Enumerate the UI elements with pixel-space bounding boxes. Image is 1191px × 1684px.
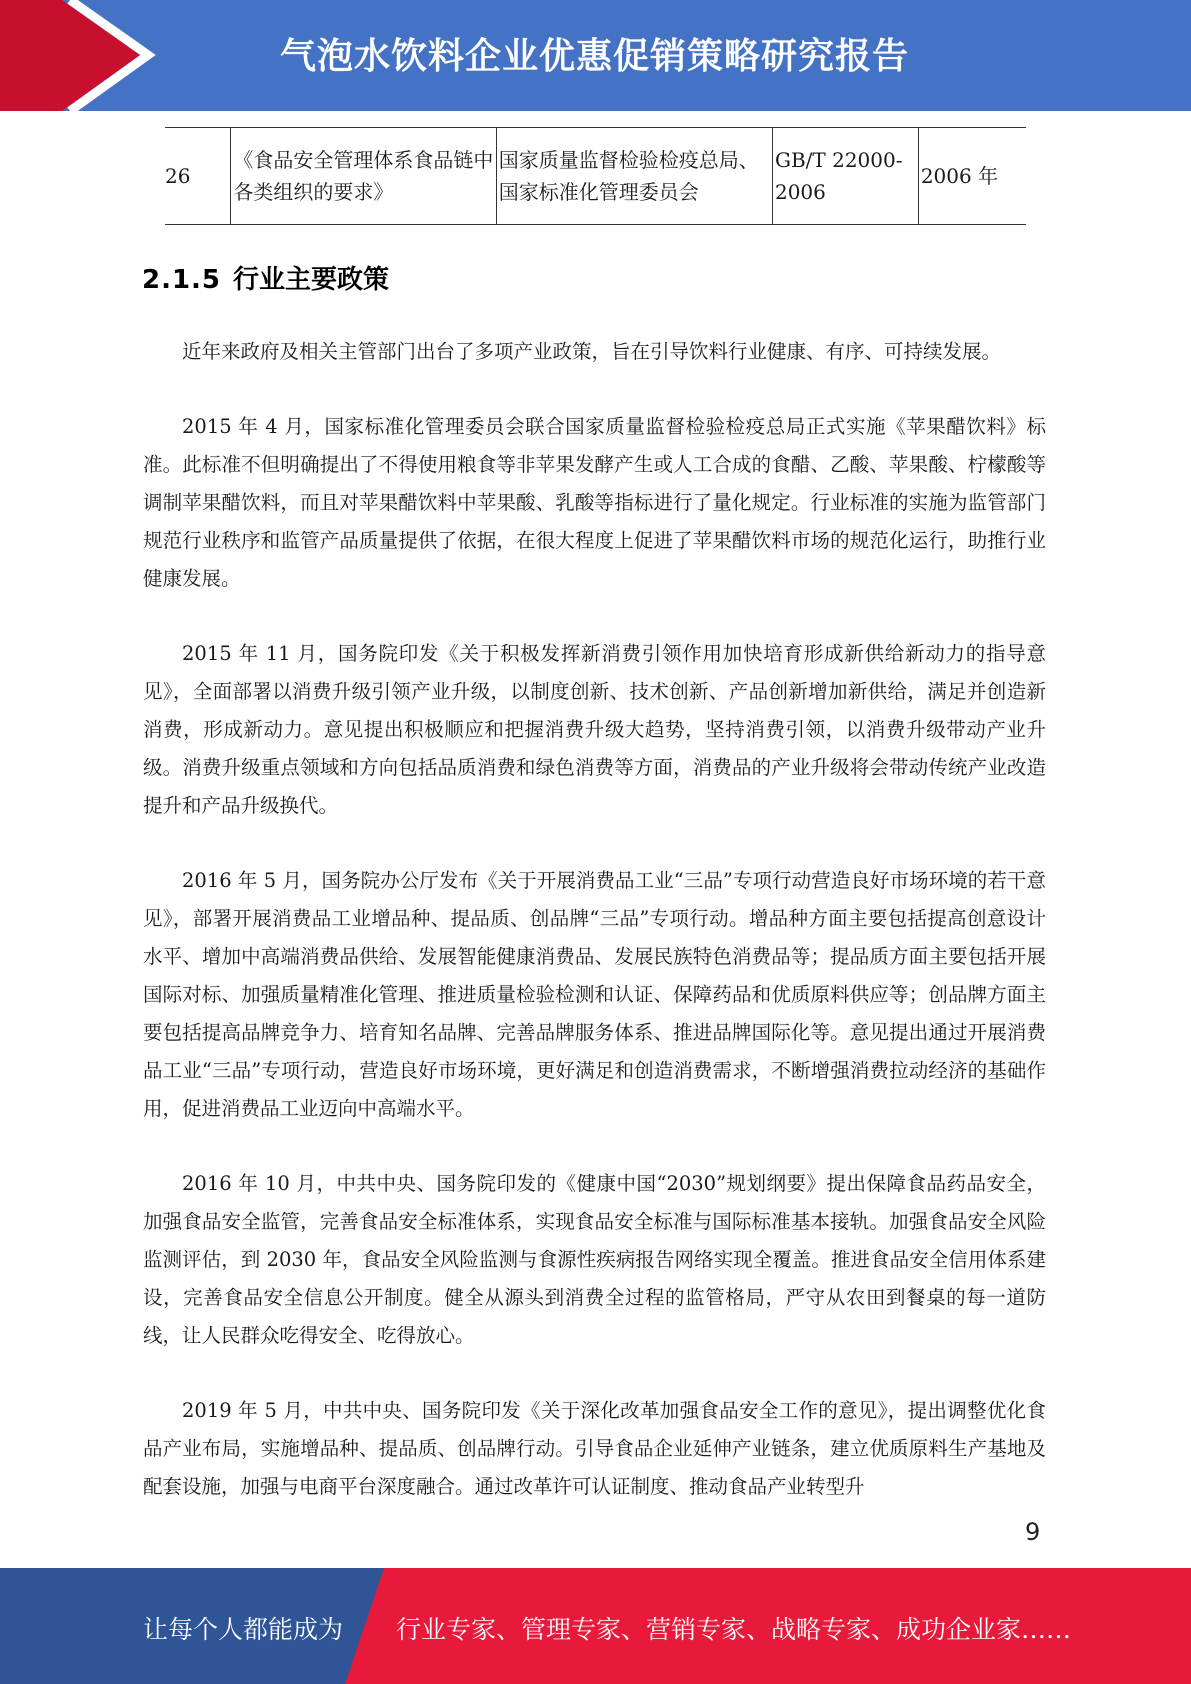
paragraph: 2016 年 10 月，中共中央、国务院印发的《健康中国“2030”规划纲要》提出保障食品药品安全，加强食品安全监管，完善食品安全标准体系，实现食品安全标准与国际标准基本接轨。加强食品安全风险监测评估，到 2030 年，食品安全风险监测与食源性疾病报告网络实现全覆盖。推进食品安全信用体系建设，完善食品安全信息公开制度。健全从源头到消费全过程的监管格局，严守从农田到餐桌的每一道防线，让人民群众吃得安全、吃得放心。 xyxy=(143,1172,1046,1347)
paragraph: 2015 年 4 月，国家标准化管理委员会联合国家质量监督检验检疫总局正式实施《苹果醋饮料》标准。此标准不但明确提出了不得使用粮食等非苹果发酵产生或人工合成的食醋、乙酸、苹果酸、柠檬酸等调制苹果醋饮料，而且对苹果醋饮料中苹果酸、乳酸等指标进行了量化规定。行业标准的实施为监管部门规范行业秩序和监管产品质量提供了依据，在很大程度上促进了苹果醋饮料市场的规范化运行，助推行业健康发展。 xyxy=(143,415,1046,590)
footer-slogan-left: 让每个人都能成为 xyxy=(143,1615,344,1644)
standard-year: 2006 年 xyxy=(918,128,1026,225)
paragraph: 2016 年 5 月，国务院办公厅发布《关于开展消费品工业“三品”专项行动营造良好市场环境的若干意见》，部署开展消费品工业增品种、提品质、创品牌“三品”专项行动。增品种方面主要包括提高创意设计水平、增加中高端消费品供给、发展智能健康消费品、发展民族特色消费品等；提品质方面主要包括开展国际对标、加强质量精准化管理、推进质量检验检测和认证、保障药品和优质原料供应等；创品牌方面主要包括提高品牌竞争力、培育知名品牌、完善品牌服务体系、推进品牌国际化等。意见提出通过开展消费品工业“三品”专项行动，营造良好市场环境，更好满足和创造消费需求，不断增强消费拉动经济的基础作用，促进消费品工业迈向中高端水平。 xyxy=(143,869,1046,1120)
report-title: 气泡水饮料企业优惠促销策略研究报告 xyxy=(280,36,910,77)
section-heading xyxy=(142,259,389,296)
row-index: 26 xyxy=(165,128,231,225)
standard-name: 《食品安全管理体系食品链中各类组织的要求》 xyxy=(231,128,496,225)
footer-slogan-right: 行业专家、管理专家、营销专家、战略专家、成功企业家…… xyxy=(396,1615,1072,1644)
paragraph: 2019 年 5 月，中共中央、国务院印发《关于深化改革加强食品安全工作的意见》，提出调整优化食品产业布局，实施增品种、提品质、创品牌行动。引导食品企业延伸产业链条，建立优质原料生产基地及配套设施，加强与电商平台深度融合。通过改革许可认证制度、推动食品产业转型升 xyxy=(143,1399,1046,1498)
footer-banner xyxy=(0,1568,1191,1684)
page-number: 9 xyxy=(1025,1518,1041,1546)
header-banner xyxy=(0,0,1191,111)
standard-code: GB/T 22000-2006 xyxy=(772,128,918,225)
body-text xyxy=(143,333,1046,1543)
paragraph: 近年来政府及相关主管部门出台了多项产业政策，旨在引导饮料行业健康、有序、可持续发展。 xyxy=(182,340,1002,363)
paragraph: 2015 年 11 月，国务院印发《关于积极发挥新消费引领作用加快培育形成新供给新动力的指导意见》，全面部署以消费升级引领产业升级，以制度创新、技术创新、产品创新增加新供给，满足并创造新消费，形成新动力。意见提出积极顺应和把握消费升级大趋势，坚持消费引领，以消费升级带动产业升级。消费升级重点领域和方向包括品质消费和绿色消费等方面，消费品的产业升级将会带动传统产业改造提升和产品升级换代。 xyxy=(143,642,1046,817)
section-number: 2.1.5 xyxy=(142,265,222,295)
standards-table xyxy=(165,127,1026,225)
standard-issuer: 国家质量监督检验检疫总局、国家标准化管理委员会 xyxy=(496,128,772,225)
section-title: 行业主要政策 xyxy=(233,265,390,295)
table-row xyxy=(165,128,1026,225)
